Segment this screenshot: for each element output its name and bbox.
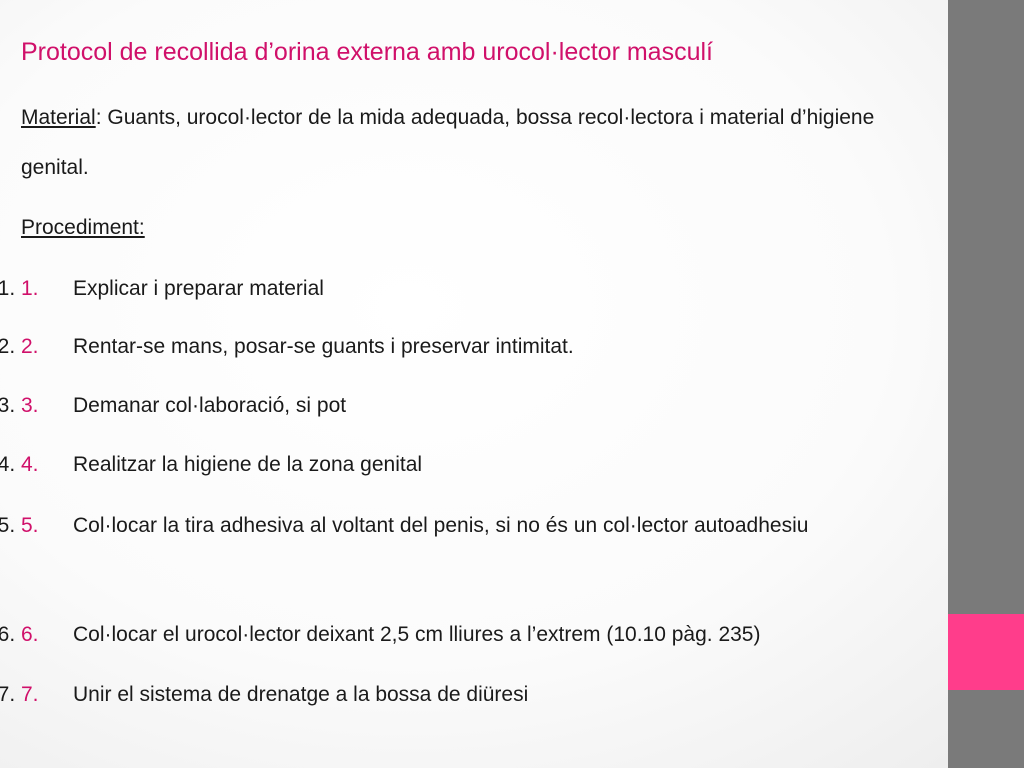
list-item bbox=[21, 501, 921, 551]
step-number: 1. 1. bbox=[21, 277, 39, 300]
step-number: 4. 4. bbox=[21, 453, 39, 476]
step-number: 2. 2. bbox=[21, 335, 39, 358]
step-text: Demanar col·laboració, si pot bbox=[73, 394, 347, 417]
sidebar-accent-block bbox=[948, 614, 1024, 690]
step-text: Col·locar la tira adhesiva al voltant del penis, si no és un col·lector autoadhesiu bbox=[73, 514, 809, 537]
step-text: Unir el sistema de drenatge a la bossa de diüresi bbox=[73, 683, 529, 706]
material-text: : Guants, urocol·lector de la mida adequada, bossa recol·lectora i material d’higiene genital. bbox=[21, 106, 875, 179]
step-text: Realitzar la higiene de la zona genital bbox=[73, 453, 423, 476]
slide-title: Protocol de recollida d’orina externa amb urocol·lector masculí bbox=[21, 38, 713, 66]
list-item bbox=[21, 440, 921, 490]
step-text: Rentar-se mans, posar-se guants i preservar intimitat. bbox=[73, 335, 574, 358]
list-item bbox=[21, 381, 921, 431]
step-number: 7. 7. bbox=[21, 683, 39, 706]
step-number: 5. 5. bbox=[21, 514, 39, 537]
step-text: Col·locar el urocol·lector deixant 2,5 cm lliures a l’extrem (10.10 pàg. 235) bbox=[73, 623, 761, 646]
material-label: Material bbox=[21, 106, 96, 129]
step-text: Explicar i preparar material bbox=[73, 277, 324, 300]
list-item bbox=[21, 610, 921, 660]
step-number: 3. 3. bbox=[21, 394, 39, 417]
list-item bbox=[21, 264, 921, 314]
list-item bbox=[21, 322, 921, 372]
list-item bbox=[21, 670, 921, 720]
sidebar bbox=[948, 0, 1024, 768]
step-number: 6. 6. bbox=[21, 623, 39, 646]
procediment-label: Procediment: bbox=[21, 216, 145, 239]
